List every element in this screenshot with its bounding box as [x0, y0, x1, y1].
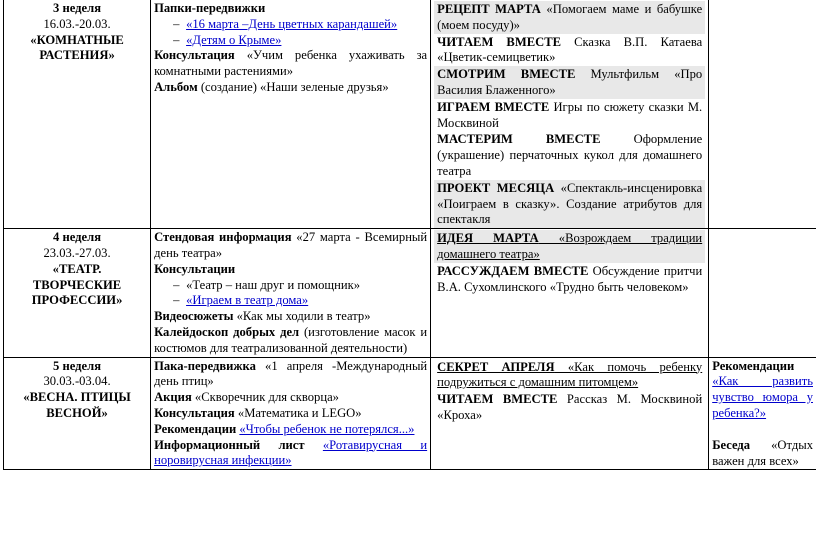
album-text: (создание) «Наши зеленые друзья»	[197, 79, 389, 94]
activity-item: ИДЕЯ МАРТА «Возрождаем традиции домашнего театра»	[434, 230, 705, 263]
album-label: Альбом	[154, 79, 198, 94]
folders-title: Папки-передвижки	[154, 1, 266, 15]
activity-item: РАССУЖДАЕМ ВМЕСТЕ Обсуждение притчи В.А. Сухомлинского «Трудно быть человеком»	[437, 263, 703, 294]
activities-cell	[431, 357, 709, 470]
info-link[interactable]: «Ротавирусная и норовирусная инфекции»	[154, 437, 428, 468]
table-row	[4, 229, 816, 357]
kaleido-label: Калейдоскоп добрых дел	[154, 324, 300, 339]
stand-label: Стендовая информация	[154, 230, 292, 245]
week-cell	[4, 0, 151, 229]
activity-item: ИГРАЕМ ВМЕСТЕ Игры по сюжету сказки М. Москвиной	[437, 99, 703, 130]
consult-label: Консультация	[154, 48, 235, 63]
consult-link[interactable]: «Играем в театр дома»	[186, 293, 309, 308]
activities-cell	[431, 229, 709, 357]
consult-list	[154, 278, 427, 310]
video-label: Видеосюжеты	[154, 309, 234, 324]
folders-list	[154, 17, 427, 49]
talk-label: Беседа	[712, 437, 751, 452]
folder-link[interactable]: «16 марта –День цветных карандашей»	[186, 16, 398, 31]
week-theme: «ВЕСНА. ПТИЦЫ ВЕСНОЙ»	[23, 390, 131, 420]
consult-item: «Театр – наш друг и помощник»	[186, 277, 361, 292]
folder-link[interactable]: «Детям о Крыме»	[186, 32, 282, 47]
week-dates: 23.03.-27.03.	[43, 245, 111, 260]
plan-table	[3, 0, 816, 470]
week-theme: «ТЕАТР. ТВОРЧЕСКИЕ ПРОФЕССИИ»	[31, 261, 123, 308]
activity-item: ЧИТАЕМ ВМЕСТЕ Рассказ М. Москвиной «Кроха»	[437, 392, 703, 422]
activity-item: МАСТЕРИМ ВМЕСТЕ Оформление (украшение) перчаточных кукол для домашнего театра	[437, 132, 703, 178]
week-number: 4 неделя	[53, 230, 102, 245]
action-label: Акция	[154, 390, 192, 405]
activity-item: ПРОЕКТ МЕСЯЦА «Спектакль-инсценировка «Поиграем в сказку». Создание атрибутов для спектакля	[434, 180, 705, 228]
activity-item: СЕКРЕТ АПРЕЛЯ «Как помочь ребенку подружиться с домашним питомцем»	[437, 359, 703, 390]
week-number: 5 неделя	[53, 358, 102, 373]
extra-cell	[709, 229, 816, 357]
rec-link[interactable]: «Чтобы ребенок не потерялся...»	[239, 421, 415, 436]
kaleido-text: (изготовление масок и костюмов для театрализованной деятельности)	[154, 324, 428, 355]
table-row	[4, 0, 816, 229]
extra-cell	[709, 0, 816, 229]
rec-link[interactable]: «Как развить чувство юмора у ребенка?»	[712, 374, 813, 420]
activity-item: РЕЦЕПТ МАРТА «Помогаем маме и бабушке (моем посуду)»	[434, 1, 705, 34]
folder-text: «1 апреля -Международный день птиц»	[154, 358, 428, 389]
consult-title: Консультации	[154, 261, 236, 276]
info-label: Информационный лист	[154, 437, 305, 452]
week-dates: 16.03.-20.03.	[43, 16, 111, 31]
table-row	[4, 357, 816, 470]
rec-label: Рекомендации	[154, 421, 237, 436]
info-cell	[151, 0, 431, 229]
week-cell	[4, 229, 151, 357]
folder-label: Пака-передвижка	[154, 358, 256, 373]
action-text: «Скворечник для скворца»	[191, 390, 339, 405]
stand-text: «27 марта - Всемирный день театра»	[154, 230, 428, 260]
week-dates: 30.03.-03.04.	[43, 374, 111, 389]
info-cell	[151, 357, 431, 470]
consult-label: Консультация	[154, 405, 235, 420]
activity-item: СМОТРИМ ВМЕСТЕ Мультфильм «Про Василия Блаженного»	[434, 66, 705, 99]
week-theme: «КОМНАТНЫЕ РАСТЕНИЯ»	[30, 32, 124, 63]
info-cell	[151, 229, 431, 357]
extra-cell	[709, 357, 816, 470]
consult-text: «Математика и LEGO»	[234, 405, 362, 420]
talk-text: «Отдых важен для всех»	[712, 437, 813, 468]
activities-cell	[431, 0, 709, 229]
activity-item: ЧИТАЕМ ВМЕСТЕ Сказка В.П. Катаева «Цветик-семицветик»	[437, 34, 703, 65]
video-text: «Как мы ходили в театр»	[233, 309, 371, 324]
week-cell	[4, 357, 151, 470]
rec-title: Рекомендации	[712, 358, 795, 373]
week-number: 3 неделя	[53, 1, 102, 15]
consult-text: «Учим ребенка ухаживать за комнатными растениями»	[154, 48, 428, 79]
